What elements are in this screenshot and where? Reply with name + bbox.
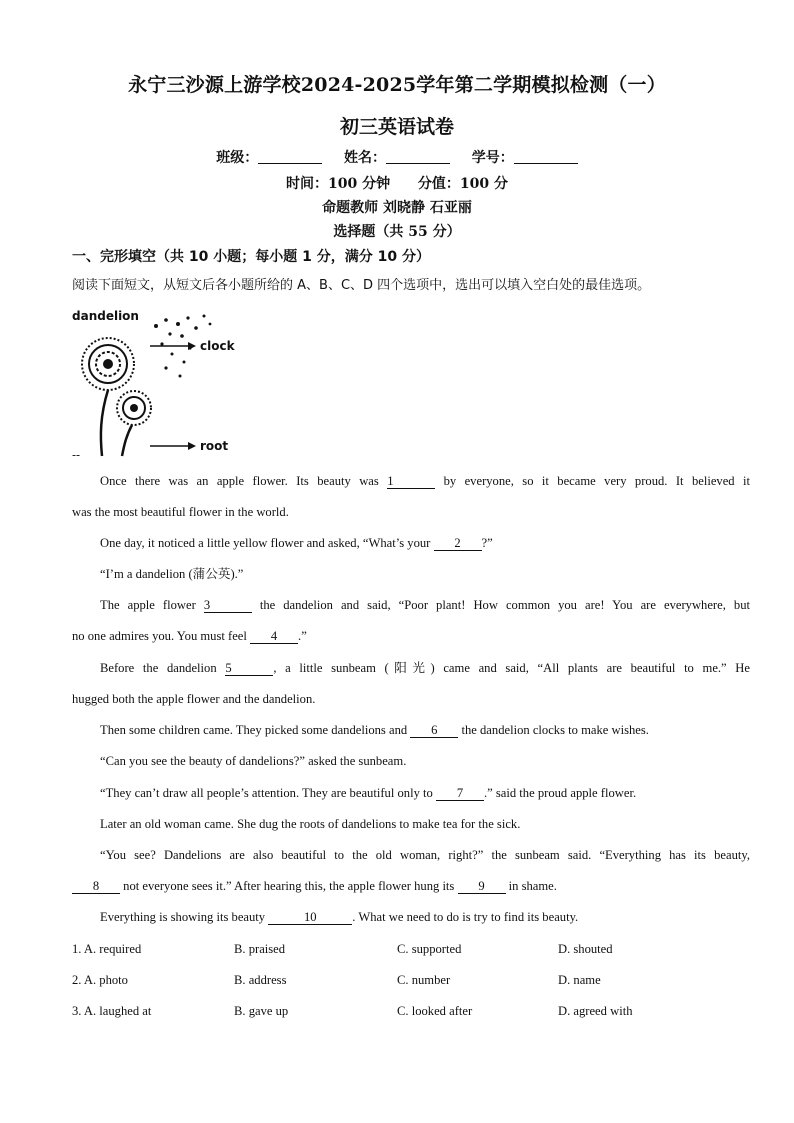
passage-line-4: “I’m a dandelion (蒲公英).” bbox=[100, 567, 244, 581]
q3-option-c[interactable]: C. looked after bbox=[397, 1004, 473, 1018]
q1-option-b[interactable]: B. praised bbox=[234, 942, 286, 956]
q3-option-a[interactable]: 3. A. laughed at bbox=[72, 1004, 152, 1018]
big-dandelion-head bbox=[82, 338, 134, 390]
passage-line-8: hugged both the apple flower and the dandelion. bbox=[72, 692, 316, 706]
passage-line-11: “They can’t draw all people’s attention. They are beautiful only to 7 .” said the proud apple flower. bbox=[100, 786, 637, 800]
passage-line-3: One day, it noticed a little yellow flower and asked, “What’s your 2 ?” bbox=[100, 536, 493, 550]
passage-line-14: 8 not everyone sees it.” After hearing this, the apple flower hung its 9 in shame. bbox=[72, 871, 722, 902]
passage-line-15: Everything is showing its beauty 10 . What we need to do is try to find its beauty. bbox=[100, 910, 579, 924]
blank-9: 9 bbox=[458, 879, 506, 894]
name-label: 姓名： bbox=[344, 150, 386, 166]
blank-6: 6 bbox=[410, 723, 458, 738]
small-stem bbox=[122, 425, 132, 456]
passage-line-13: “You see? Dandelions are also beautiful to the old woman, right?” the sunbeam said. “Everything has its beauty, bbox=[100, 848, 750, 862]
blank-1: 1 bbox=[387, 474, 435, 489]
q2-option-d[interactable]: D. name bbox=[558, 973, 601, 987]
figure-label-clock: clock bbox=[200, 339, 235, 353]
exam-subtitle: 初三英语试卷 bbox=[339, 116, 454, 138]
class-label: 班级： bbox=[216, 150, 259, 166]
q2-option-b[interactable]: B. address bbox=[234, 973, 287, 987]
time-score-row bbox=[0, 173, 794, 193]
q1-option-a[interactable]: 1. A. required bbox=[72, 942, 142, 956]
small-dandelion-head bbox=[117, 391, 151, 425]
blank-7: 7 bbox=[436, 786, 484, 801]
q3-option-b[interactable]: B. gave up bbox=[234, 1004, 289, 1018]
section-heading: 一、完形填空（共 10 小题；每小题 1 分，满分 10 分） bbox=[72, 249, 430, 265]
id-label: 学号： bbox=[471, 150, 514, 166]
passage-line-6: no one admires you. You must feel 4 .” bbox=[72, 629, 307, 643]
blank-10: 10 bbox=[268, 910, 352, 925]
big-stem bbox=[101, 390, 108, 456]
blank-5: 5 bbox=[225, 661, 273, 676]
blank-2: 2 bbox=[434, 536, 482, 551]
id-blank bbox=[514, 149, 578, 164]
passage-line-2: was the most beautiful flower in the world. bbox=[72, 505, 289, 519]
section-type: 选择题（共 55 分） bbox=[333, 224, 461, 240]
passage-line-12: Later an old woman came. She dug the roots of dandelions to make tea for the sick. bbox=[100, 817, 521, 831]
passage-line-5: The apple flower 3 the dandelion and said, “Poor plant! How common you are! You are everywhere, but bbox=[100, 598, 750, 612]
q3-option-d[interactable]: D. agreed with bbox=[558, 1004, 633, 1018]
blank-8: 8 bbox=[72, 879, 120, 894]
q2-option-c[interactable]: C. number bbox=[397, 973, 451, 987]
q2-option-a[interactable]: 2. A. photo bbox=[72, 973, 128, 987]
passage-line-9: Then some children came. They picked some dandelions and 6 the dandelion clocks to make wishes. bbox=[100, 723, 649, 737]
figure-label-root: root bbox=[200, 439, 229, 453]
dandelion-figure bbox=[70, 306, 250, 458]
blank-3: 3 bbox=[204, 598, 252, 613]
section-instruction: 阅读下面短文，从短文后各小题所给的 A、B、C、D 四个选项中，选出可以填入空白处的最佳选项。 bbox=[72, 278, 651, 293]
figure-dashes: -- bbox=[72, 448, 81, 462]
figure-label-dandelion: dandelion bbox=[72, 309, 139, 323]
q1-option-c[interactable]: C. supported bbox=[397, 942, 462, 956]
teachers-row: 命题教师 刘晓静 石亚丽 bbox=[322, 200, 472, 216]
blank-4: 4 bbox=[250, 629, 298, 644]
name-blank bbox=[386, 149, 450, 164]
class-blank bbox=[258, 149, 322, 164]
passage-line-10: “Can you see the beauty of dandelions?” asked the sunbeam. bbox=[100, 754, 407, 768]
passage-line-7: Before the dandelion 5 , a little sunbeam (阳光) came and said, “All plants are beautiful to me.” He bbox=[100, 661, 750, 675]
q1-option-d[interactable]: D. shouted bbox=[558, 942, 613, 956]
score-label: 分值：100 分 bbox=[417, 176, 508, 192]
student-info-row bbox=[0, 147, 794, 167]
passage-line-1: Once there was an apple flower. Its beauty was 1 by everyone, so it became very proud. It believed it bbox=[100, 474, 751, 488]
time-label: 时间：100 分钟 bbox=[286, 176, 391, 192]
exam-title: 永宁三沙源上游学校2024-2025学年第二学期模拟检测（一） bbox=[128, 74, 666, 96]
